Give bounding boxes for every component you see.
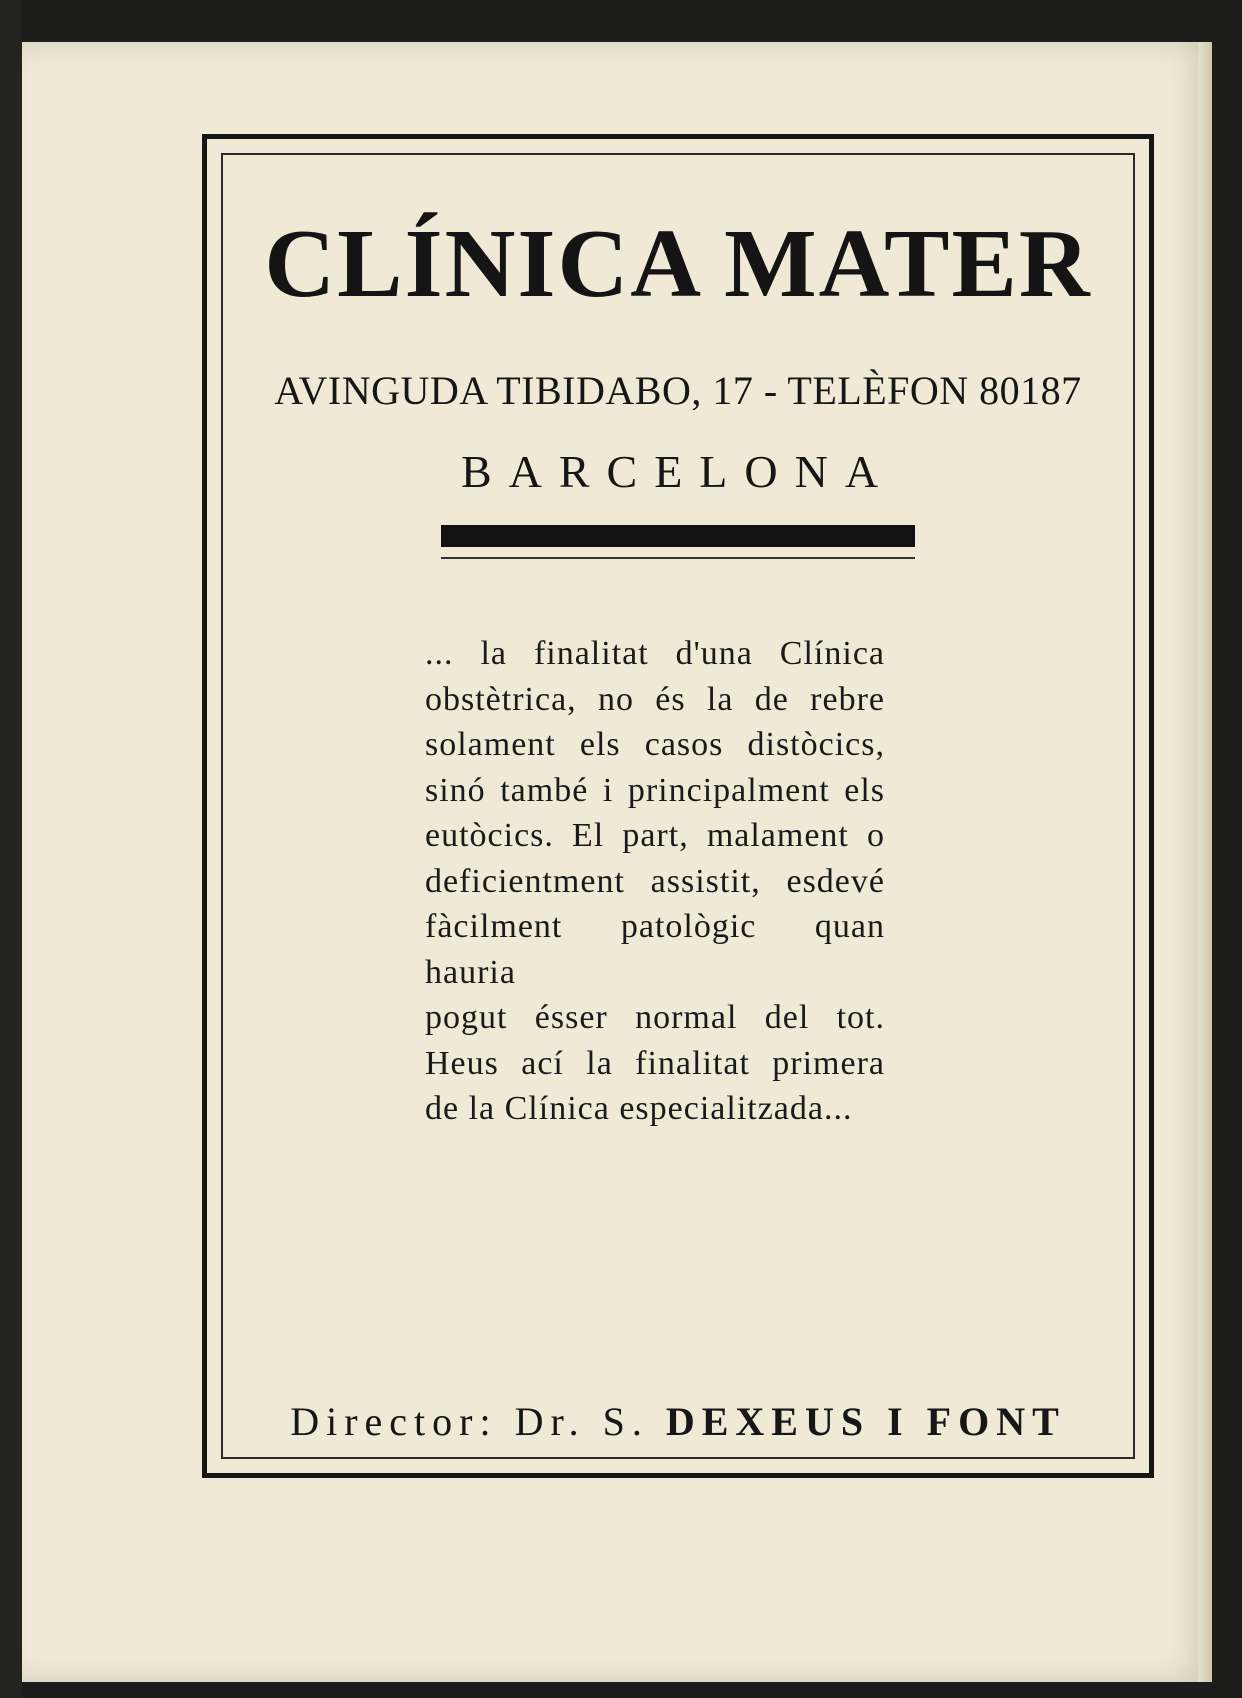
quote-line: Heus ací la finalitat primera (425, 1044, 885, 1082)
document-page (22, 42, 1212, 1682)
quote-line: eutòcics. El part, malament o (425, 817, 885, 854)
quote-line: ... la finalitat d'una Clínica (425, 635, 885, 672)
director-name: DEXEUS I FONT (665, 1399, 1066, 1444)
director-title: Dr. S. (514, 1399, 649, 1444)
advertisement-frame (202, 134, 1154, 1478)
quote-line: fàcilment patològic quan hauria (425, 908, 885, 991)
quote-line: solament els casos distòcics, (425, 726, 885, 763)
quote-line: sinó també i principalment els (425, 771, 885, 809)
decorative-rule-thick (441, 525, 915, 547)
director-line (223, 1398, 1133, 1445)
quote-line: de la Clínica especialitzada... (425, 1090, 853, 1127)
clinic-address: AVINGUDA TIBIDABO, 17 - TELÈFON 80187 (274, 368, 1082, 413)
decorative-rule-thin (441, 557, 915, 559)
quote-line: deficientment assistit, esdevé (425, 862, 885, 900)
scan-left-margin (0, 0, 22, 1698)
advertisement-inner-border (221, 153, 1135, 1459)
clinic-title: CLÍNICA MATER (264, 210, 1092, 318)
quote-line: pogut ésser normal del tot. (425, 999, 885, 1036)
clinic-city: BARCELONA (460, 446, 896, 497)
page-edge (1198, 42, 1212, 1682)
director-label: Director: (290, 1399, 498, 1444)
quote-paragraph (425, 631, 885, 1132)
quote-line: obstètrica, no és la de rebre (425, 680, 885, 718)
